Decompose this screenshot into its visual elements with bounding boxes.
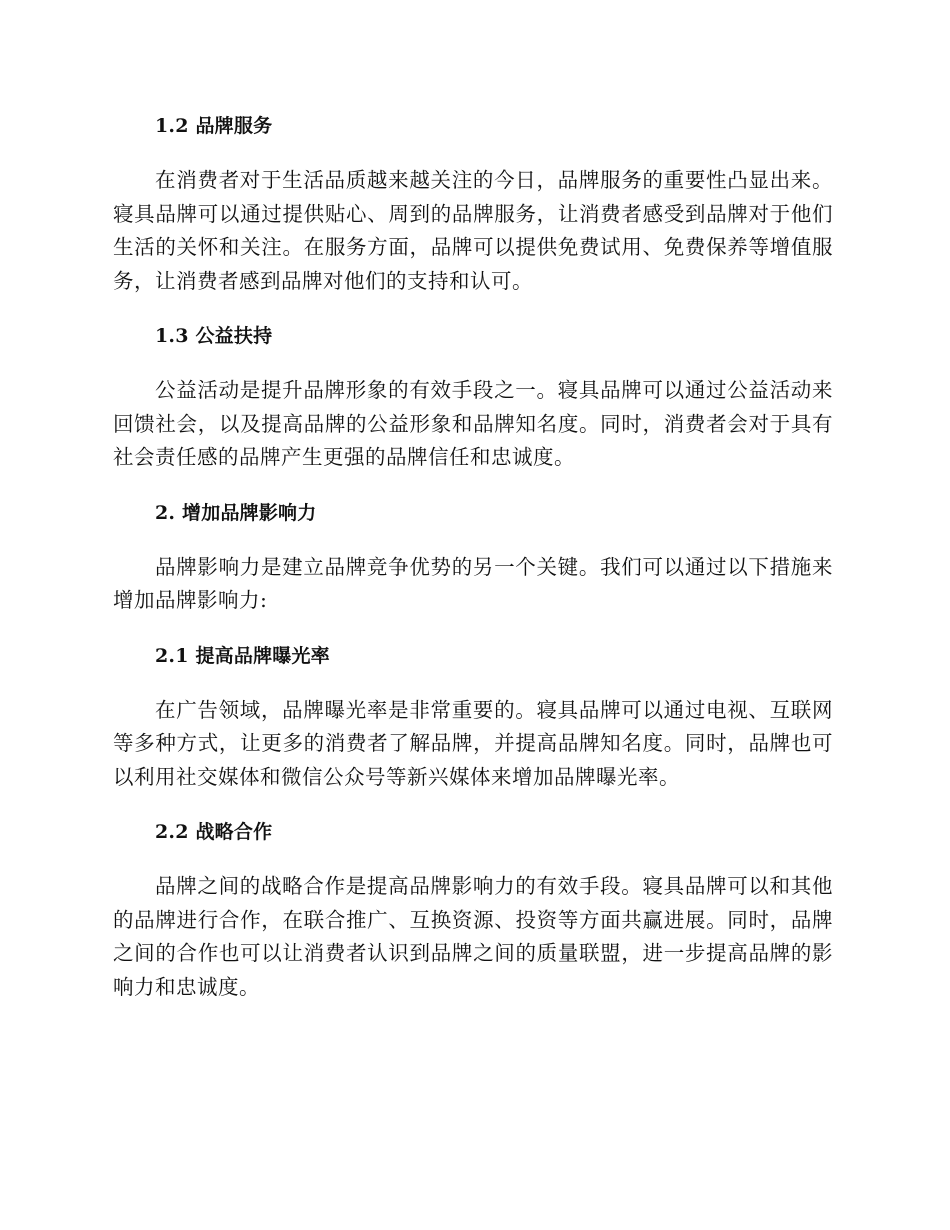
section-paragraph-brand-exposure: 在广告领域，品牌曝光率是非常重要的。寝具品牌可以通过电视、互联网等多种方式，让更多的消费者了解品牌，并提高品牌知名度。同时，品牌也可以利用社交媒体和微信公众号等新兴媒体来增加品牌曝光率。 bbox=[113, 697, 833, 789]
document-page bbox=[113, 108, 833, 1004]
section-paragraph-brand-service: 在消费者对于生活品质越来越关注的今日，品牌服务的重要性凸显出来。寝具品牌可以通过提供贴心、周到的品牌服务，让消费者感受到品牌对于他们生活的关怀和关注。在服务方面，品牌可以提供免费试用、免费保养等增值服务，让消费者感到品牌对他们的支持和认可。 bbox=[113, 168, 833, 293]
section-heading-brand-exposure: 2.1 提高品牌曝光率 bbox=[155, 644, 330, 667]
section-paragraph-strategic-cooperation: 品牌之间的战略合作是提高品牌影响力的有效手段。寝具品牌可以和其他的品牌进行合作，在联合推广、互换资源、投资等方面共赢进展。同时，品牌之间的合作也可以让消费者认识到品牌之间的质量联盟，进一步提高品牌的影响力和忠诚度。 bbox=[113, 874, 833, 999]
section-heading-strategic-cooperation: 2.2 战略合作 bbox=[155, 821, 273, 843]
section-heading-brand-service: 1.2 品牌服务 bbox=[155, 115, 273, 137]
section-paragraph-brand-influence: 品牌影响力是建立品牌竞争优势的另一个关键。我们可以通过以下措施来增加品牌影响力: bbox=[113, 554, 833, 612]
section-heading-brand-influence: 2. 增加品牌影响力 bbox=[155, 501, 317, 524]
section-paragraph-public-welfare: 公益活动是提升品牌形象的有效手段之一。寝具品牌可以通过公益活动来回馈社会，以及提高品牌的公益形象和品牌知名度。同时，消费者会对于具有社会责任感的品牌产生更强的品牌信任和忠诚度。 bbox=[113, 378, 833, 469]
section-heading-public-welfare: 1.3 公益扶持 bbox=[155, 325, 273, 347]
